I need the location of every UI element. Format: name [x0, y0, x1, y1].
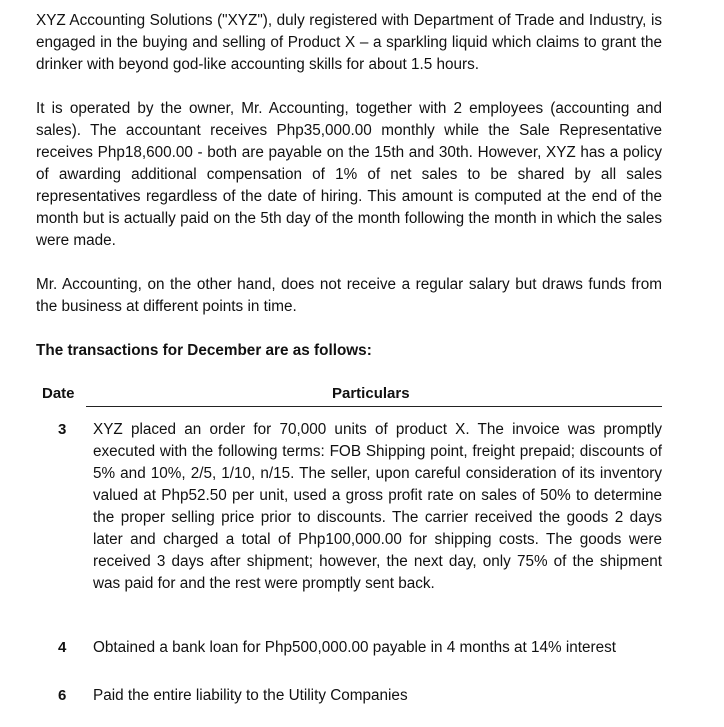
- table-row: [42, 685, 662, 707]
- table-row: [42, 637, 662, 659]
- header-divider: [86, 406, 662, 407]
- date-column-header: Date: [42, 385, 75, 402]
- row-date: 4: [58, 639, 67, 656]
- intro-paragraph-2: It is operated by the owner, Mr. Accounting, together with 2 employees (accounting and sales). The accountant receives Php35,000.00 monthly while the Sale Representative receives Php18,600.00 - both are payable on the 15th and 30th. However, XYZ has a policy of awarding additional compensation of 1% of net sales to be shared by all sales representatives regardless of the date of hiring. This amount is computed at the end of the month but is actually paid on the 5th day of the month following the month in which the sales were made.: [36, 100, 662, 249]
- table-header: [42, 385, 662, 407]
- table-row: [42, 419, 662, 595]
- row-date: 6: [58, 687, 67, 704]
- row-particulars: Paid the entire liability to the Utility Companies: [93, 687, 408, 704]
- row-date: 3: [58, 421, 67, 438]
- intro-paragraph-3: Mr. Accounting, on the other hand, does not receive a regular salary but draws funds from the business at different points in time.: [36, 276, 662, 315]
- transactions-heading: The transactions for December are as follows:: [36, 342, 372, 359]
- row-particulars: XYZ placed an order for 70,000 units of product X. The invoice was promptly executed with the following terms: FOB Shipping point, freight prepaid; discounts of 5% and 10%, 2/5, 1/10, n/15. The seller, upon careful consideration of its inventory valued at Php52.50 per unit, used a gross profit rate on sales of 50% to determine the proper selling price prior to discounts. The carrier received the goods 2 days later and charged a total of Php100,000.00 for shipping costs. The goods were received 3 days after shipment; however, the next day, only 75% of the shipment was paid for and the rest were promptly sent back.: [93, 421, 662, 592]
- intro-paragraph-1: XYZ Accounting Solutions ("XYZ"), duly registered with Department of Trade and Industry, is engaged in the buying and selling of Product X – a sparkling liquid which claims to grant the drinker with beyond god-like accounting skills for about 1.5 hours.: [36, 12, 662, 73]
- particulars-column-header: Particulars: [332, 385, 410, 402]
- row-particulars: Obtained a bank loan for Php500,000.00 payable in 4 months at 14% interest: [93, 639, 617, 656]
- transactions-table: [42, 385, 662, 704]
